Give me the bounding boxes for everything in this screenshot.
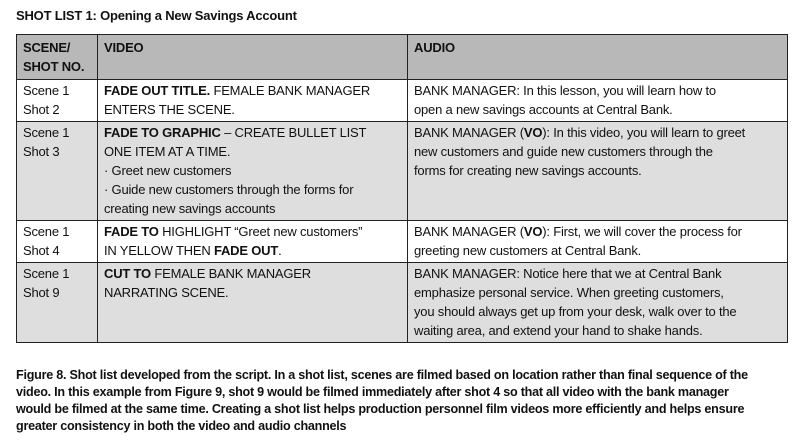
header-scene-shot xyxy=(17,35,98,80)
video-text: creating new savings accounts xyxy=(104,201,276,216)
video-line xyxy=(104,123,402,142)
video-text: FEMALE BANK MANAGER xyxy=(150,266,311,281)
shot-number: Shot 3 xyxy=(23,144,60,159)
audio-text: ): First, we will cover the process for xyxy=(542,224,742,239)
audio-line xyxy=(414,142,782,161)
shot-list-title: SHOT LIST 1: Opening a New Savings Account xyxy=(16,8,297,23)
video-line xyxy=(104,222,402,241)
video-text: NARRATING SCENE. xyxy=(104,285,229,300)
table-row xyxy=(17,80,788,122)
header-scene-line2: SHOT NO. xyxy=(23,59,85,74)
caption-line: greater consistency in both the video and audio channels xyxy=(16,419,347,433)
audio-text: ): In this video, you will learn to greet xyxy=(542,125,746,140)
video-line xyxy=(104,180,402,199)
video-text: – CREATE BULLET LIST xyxy=(220,125,367,140)
audio-text: new customers and guide new customers through the xyxy=(414,144,713,159)
audio-text: BANK MANAGER ( xyxy=(414,224,524,239)
cell-video xyxy=(98,122,408,221)
table-row xyxy=(17,263,788,343)
video-text: . xyxy=(278,243,282,258)
cell-audio xyxy=(408,80,788,122)
video-line xyxy=(104,199,402,218)
audio-line xyxy=(414,321,782,340)
video-bold-text: FADE OUT xyxy=(213,243,279,258)
audio-text: BANK MANAGER: In this lesson, you will learn how to xyxy=(414,83,716,98)
audio-line xyxy=(414,241,782,260)
table-header-row xyxy=(17,35,788,80)
audio-text: BANK MANAGER ( xyxy=(414,125,524,140)
shot-list-table xyxy=(16,34,788,343)
video-bold-text: FADE OUT TITLE. xyxy=(104,83,211,98)
shot-number: Shot 2 xyxy=(23,102,60,117)
cell-scene-shot xyxy=(17,122,98,221)
scene-number: Scene 1 xyxy=(23,224,70,239)
cell-audio xyxy=(408,122,788,221)
video-text: HIGHLIGHT “Greet new customers” xyxy=(158,224,363,239)
figure-caption xyxy=(16,367,788,435)
audio-text: waiting area, and extend your hand to shake hands. xyxy=(414,323,703,338)
video-line xyxy=(104,100,402,119)
header-audio: AUDIO xyxy=(408,35,788,80)
table-row xyxy=(17,221,788,263)
table-body xyxy=(17,80,788,343)
video-text: ENTERS THE SCENE. xyxy=(104,102,235,117)
caption-line: video. In this example from Figure 9, shot 9 would be filmed immediately after shot 4 so that all video with the bank manager xyxy=(16,385,729,399)
audio-bold-text: VO xyxy=(523,224,543,239)
shot-number: Shot 4 xyxy=(23,243,60,258)
video-text: · Guide new customers through the forms for xyxy=(104,182,354,197)
video-bold-text: CUT TO xyxy=(104,266,151,281)
video-bold-text: FADE TO xyxy=(104,224,159,239)
audio-text: you should always get up from your desk, walk over to the xyxy=(414,304,737,319)
header-video: VIDEO xyxy=(98,35,408,80)
audio-bold-text: VO xyxy=(523,125,543,140)
audio-line xyxy=(414,222,782,241)
audio-text: emphasize personal service. When greeting customers, xyxy=(414,285,724,300)
video-line xyxy=(104,241,402,260)
video-text: FEMALE BANK MANAGER xyxy=(210,83,371,98)
cell-video xyxy=(98,221,408,263)
table-row xyxy=(17,122,788,221)
scene-number: Scene 1 xyxy=(23,83,70,98)
video-line xyxy=(104,264,402,283)
cell-scene-shot xyxy=(17,221,98,263)
video-line xyxy=(104,283,402,302)
video-text: · Greet new customers xyxy=(104,163,232,178)
video-line xyxy=(104,142,402,161)
scene-number: Scene 1 xyxy=(23,125,70,140)
video-bold-text: FADE TO GRAPHIC xyxy=(104,125,221,140)
audio-line xyxy=(414,81,782,100)
audio-line xyxy=(414,123,782,142)
audio-text: open a new savings accounts at Central Bank. xyxy=(414,102,673,117)
audio-line xyxy=(414,302,782,321)
audio-line xyxy=(414,100,782,119)
audio-text: forms for creating new savings accounts. xyxy=(414,163,642,178)
cell-audio xyxy=(408,221,788,263)
cell-scene-shot xyxy=(17,263,98,343)
video-text: ONE ITEM AT A TIME. xyxy=(104,144,231,159)
audio-line xyxy=(414,264,782,283)
audio-line xyxy=(414,283,782,302)
cell-video xyxy=(98,80,408,122)
video-line xyxy=(104,161,402,180)
caption-line: Figure 8. Shot list developed from the script. In a shot list, scenes are filmed based on location rather than final sequence of the xyxy=(16,368,748,382)
caption-line: would be filmed at the same time. Creating a shot list helps production personnel film videos more efficiently and helps ensure xyxy=(16,402,745,416)
cell-video xyxy=(98,263,408,343)
cell-scene-shot xyxy=(17,80,98,122)
shot-number: Shot 9 xyxy=(23,285,60,300)
audio-text: greeting new customers at Central Bank. xyxy=(414,243,642,258)
header-scene-line1: SCENE/ xyxy=(23,40,71,55)
audio-text: BANK MANAGER: Notice here that we at Central Bank xyxy=(414,266,722,281)
video-line xyxy=(104,81,402,100)
scene-number: Scene 1 xyxy=(23,266,70,281)
cell-audio xyxy=(408,263,788,343)
audio-line xyxy=(414,161,782,180)
video-text: IN YELLOW THEN xyxy=(104,243,214,258)
